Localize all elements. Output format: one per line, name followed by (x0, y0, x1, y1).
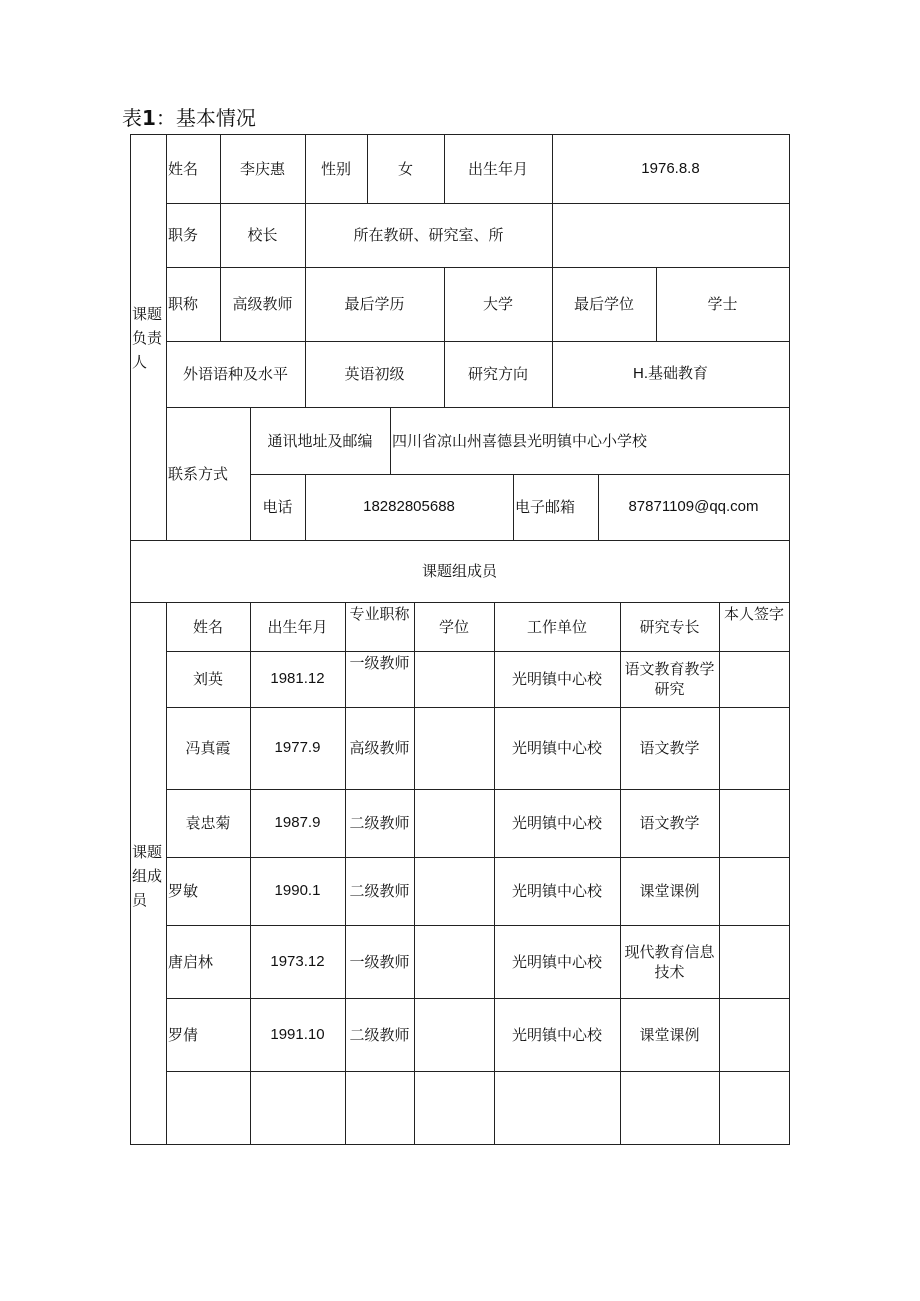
lang-label: 外语语种及水平 (182, 365, 288, 383)
col-header-birth: 出生年月 (267, 617, 328, 636)
education-label: 最后学历 (344, 295, 405, 313)
member-unit: 光明镇中心校 (511, 670, 602, 688)
member-name: 唐启林 (168, 952, 214, 971)
degree-value: 学士 (707, 295, 738, 313)
member-sign (719, 925, 789, 998)
member-birth: 1973.12 (270, 952, 325, 970)
table-title: 表1：基本情况 (122, 106, 256, 130)
member-specialty: 现代教育信息技术 (624, 942, 715, 981)
member-birth: 1991.10 (270, 1025, 325, 1043)
gender-value: 女 (397, 159, 413, 178)
name-value: 李庆惠 (239, 159, 285, 178)
birth-label: 出生年月 (467, 159, 528, 178)
member-unit: 光明镇中心校 (511, 952, 602, 971)
member-title: 高级教师 (349, 739, 410, 757)
email-value: 87871109@qq.com (628, 498, 759, 515)
address-value: 四川省凉山州喜德县光明镇中心小学校 (392, 431, 648, 450)
member-degree (414, 707, 494, 789)
member-unit: 光明镇中心校 (511, 739, 602, 757)
member-specialty: 课堂课例 (639, 882, 700, 900)
title-label: 职称 (168, 295, 199, 313)
position-label: 职务 (168, 226, 199, 244)
member-title: 二级教师 (349, 882, 410, 900)
member-title: 一级教师 (349, 952, 410, 971)
member-birth: 1987.9 (274, 814, 321, 831)
gender-label: 性别 (320, 159, 351, 178)
member-degree (414, 925, 494, 998)
member-degree (414, 789, 494, 857)
dept-label: 所在教研、研究室、所 (353, 226, 504, 244)
member-title: 二级教师 (349, 1025, 410, 1044)
member-name: 罗敏 (168, 882, 199, 900)
member-sign (719, 651, 789, 707)
member-unit: 光明镇中心校 (511, 814, 602, 832)
col-header-sign: 本人签字 (723, 605, 784, 623)
member-sign (719, 857, 789, 925)
member-birth: 1981.12 (270, 670, 325, 687)
member-unit: 光明镇中心校 (511, 1025, 602, 1044)
degree-label: 最后学位 (573, 295, 634, 313)
member-degree (414, 857, 494, 925)
education-value: 大学 (482, 295, 513, 313)
member-birth: 1977.9 (274, 739, 321, 756)
member-name: 冯真霞 (185, 739, 231, 757)
position-value: 校长 (247, 226, 278, 244)
member-title: 二级教师 (349, 814, 410, 832)
col-header-unit: 工作单位 (526, 617, 587, 636)
member-degree (414, 651, 494, 707)
member-degree (414, 998, 494, 1071)
email-label: 电子邮箱 (515, 498, 576, 516)
col-header-name: 姓名 (192, 617, 223, 636)
title-value: 高级教师 (232, 295, 293, 313)
members-section-label: 课题组成员 (132, 843, 163, 909)
phone-label: 电话 (262, 498, 293, 516)
research-value: H.基础教育 (632, 365, 708, 382)
member-name: 刘英 (192, 670, 223, 688)
member-sign (719, 707, 789, 789)
member-specialty: 语文教育教学研究 (624, 660, 715, 698)
member-unit: 光明镇中心校 (511, 882, 602, 900)
members-banner: 课题组成员 (421, 562, 497, 580)
col-header-title: 专业职称 (349, 605, 410, 623)
col-header-specialty: 研究专长 (639, 617, 700, 636)
dept-value (552, 203, 789, 267)
phone-value: 18282805688 (363, 498, 455, 515)
leader-section-label: 课题负责人 (132, 305, 163, 371)
address-label: 通讯地址及邮编 (267, 431, 373, 450)
birth-value: 1976.8.8 (641, 159, 700, 177)
research-label: 研究方向 (467, 365, 528, 383)
member-sign (719, 789, 789, 857)
member-sign (719, 998, 789, 1071)
member-specialty: 语文教学 (639, 739, 700, 757)
lang-value: 英语初级 (344, 365, 405, 383)
name-label: 姓名 (168, 159, 199, 178)
contact-label: 联系方式 (168, 464, 229, 483)
member-name: 袁忠菊 (185, 814, 231, 832)
member-name: 罗倩 (168, 1025, 199, 1044)
member-title: 一级教师 (349, 654, 410, 672)
member-specialty: 课堂课例 (639, 1025, 700, 1044)
member-birth: 1990.1 (274, 882, 321, 899)
col-header-degree: 学位 (438, 617, 469, 636)
empty-member-row (166, 1071, 789, 1144)
member-specialty: 语文教学 (639, 814, 700, 832)
